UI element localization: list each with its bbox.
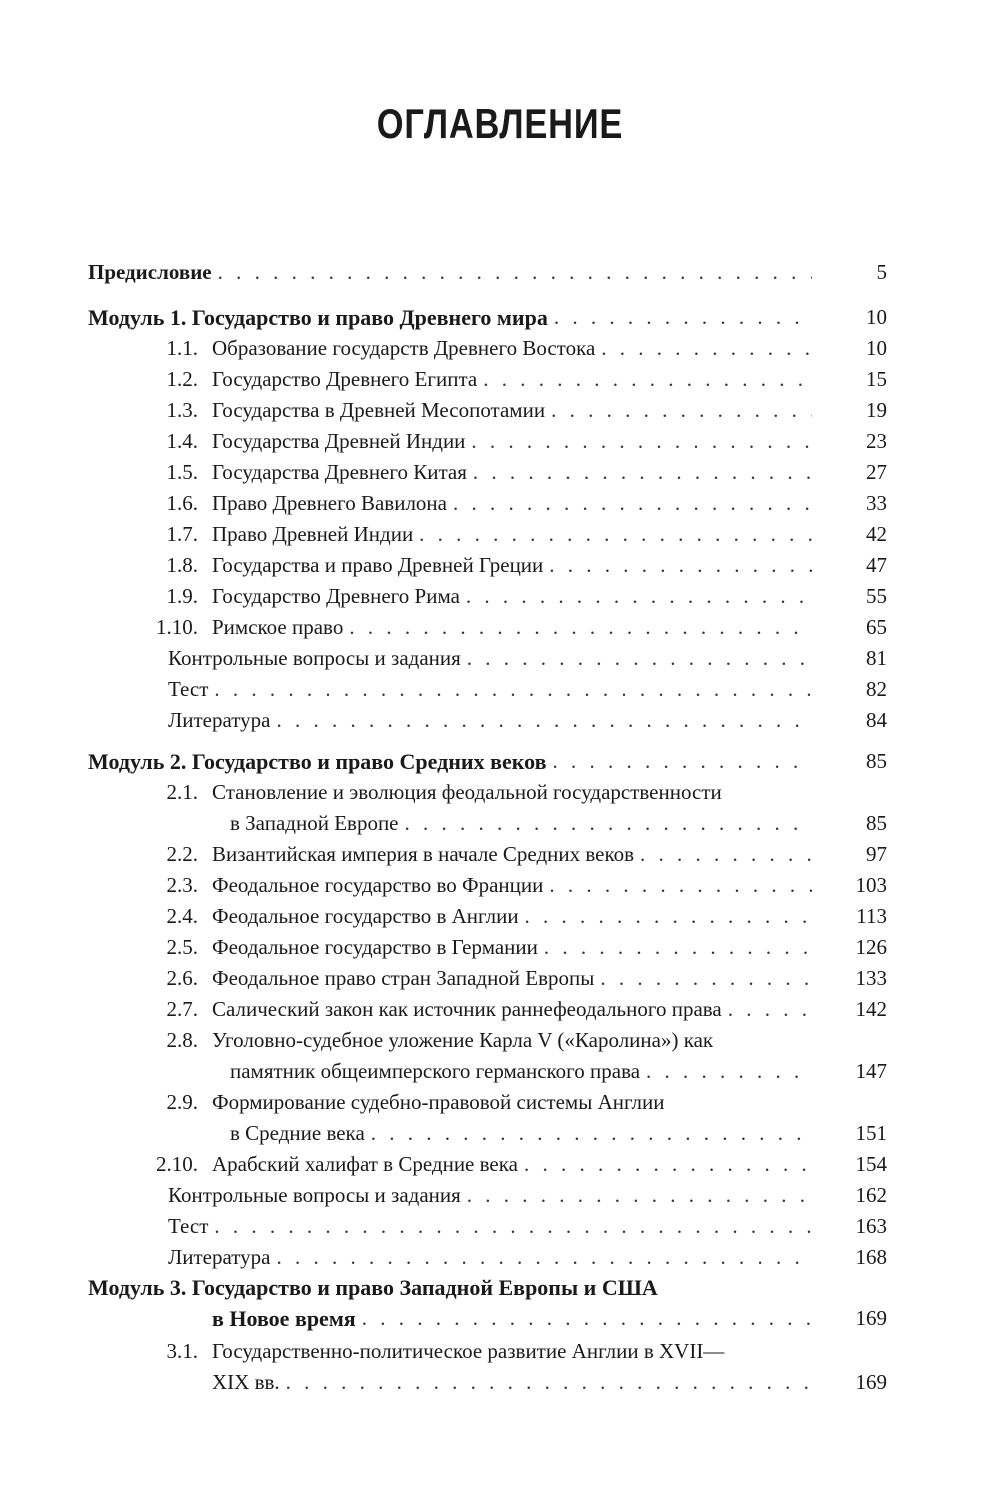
toc-entry-label: XIX вв.: [212, 1370, 280, 1394]
toc-entry-number: 2.9.: [166, 1090, 198, 1114]
toc-page-number: 133: [855, 966, 887, 990]
toc-entry-number: 2.5.: [166, 935, 198, 959]
dot-leader: [554, 302, 812, 333]
toc-item[interactable]: [0, 395, 1000, 426]
toc-entry-number: 1.10.: [156, 615, 198, 639]
toc-item[interactable]: [0, 519, 1000, 550]
dot-leader: [467, 1180, 812, 1211]
toc-entry-label: Феодальное государство в Англии: [212, 904, 519, 928]
toc-entry-label: Тест: [168, 677, 209, 701]
toc-entry-label: в Средние века: [230, 1121, 365, 1145]
toc-entry-label: Контрольные вопросы и задания: [168, 1183, 461, 1207]
toc-entry-label: Государства в Древней Месопотамии: [212, 398, 546, 422]
toc-page-number: 85: [866, 749, 887, 773]
dot-leader: [362, 1303, 812, 1334]
toc-item[interactable]: [0, 870, 1000, 901]
toc-item[interactable]: [0, 932, 1000, 963]
toc-item[interactable]: [0, 994, 1000, 1025]
toc-item[interactable]: [0, 674, 1000, 705]
toc-entry-label: Модуль 3. Государство и право Западной Европы и США: [88, 1275, 658, 1300]
toc-entry-number: 1.5.: [166, 460, 198, 484]
toc-page-number: 97: [866, 842, 887, 866]
dot-leader: [549, 870, 812, 901]
toc-entry-label: Феодальное государство во Франции: [212, 873, 544, 897]
toc-item[interactable]: [0, 901, 1000, 932]
toc-entry-number: 1.1.: [166, 336, 198, 360]
toc-entry-label: Государства Древнего Китая: [212, 460, 467, 484]
toc-item[interactable]: [0, 1025, 1000, 1087]
toc-entry-number: 1.6.: [166, 491, 198, 515]
toc-page-number: 33: [866, 491, 887, 515]
toc-entry-number: 2.10.: [156, 1152, 198, 1176]
toc-preface[interactable]: [0, 257, 1000, 288]
toc-page-number: 168: [855, 1245, 887, 1269]
dot-leader: [544, 932, 812, 963]
dot-leader: [525, 901, 812, 932]
toc-entry-number: 1.2.: [166, 367, 198, 391]
toc-entry-label: памятник общеимперского германского права: [230, 1059, 641, 1083]
toc-item[interactable]: [0, 839, 1000, 870]
dot-leader: [276, 705, 812, 736]
toc-page-number: 163: [855, 1214, 887, 1238]
dot-leader: [405, 808, 812, 839]
toc-page-number: 169: [855, 1370, 887, 1394]
toc-item[interactable]: [0, 612, 1000, 643]
toc-page-number: 103: [855, 873, 887, 897]
dot-leader: [276, 1242, 812, 1273]
toc-item[interactable]: [0, 643, 1000, 674]
toc-page-number: 65: [866, 615, 887, 639]
toc-item[interactable]: [0, 488, 1000, 519]
dot-leader: [214, 1211, 812, 1242]
dot-leader: [483, 364, 812, 395]
toc-entry-label: Контрольные вопросы и задания: [168, 646, 461, 670]
toc-entry-number: 1.8.: [166, 553, 198, 577]
toc-entry-label: Модуль 2. Государство и право Средних веков: [88, 749, 547, 774]
toc-page-number: 147: [855, 1059, 887, 1083]
toc-page-number: 27: [866, 460, 887, 484]
toc-module-1[interactable]: [0, 302, 1000, 333]
toc-entry-label: в Новое время: [212, 1306, 356, 1331]
toc-entry-number: 1.9.: [166, 584, 198, 608]
toc-entry-number: 2.2.: [166, 842, 198, 866]
dot-leader: [646, 1056, 812, 1087]
toc-module-3[interactable]: [0, 1272, 1000, 1334]
dot-leader: [551, 395, 812, 426]
dot-leader: [524, 1149, 812, 1180]
toc-page-number: 42: [866, 522, 887, 546]
toc-entry-label: Салический закон как источник раннефеодального права: [212, 997, 722, 1021]
toc-item[interactable]: [0, 777, 1000, 839]
dot-leader: [419, 519, 812, 550]
toc-page-number: 142: [855, 997, 887, 1021]
toc-item[interactable]: [0, 1180, 1000, 1211]
toc-entry-label: Уголовно-судебное уложение Карла V («Каролина») как: [212, 1028, 714, 1052]
dot-leader: [473, 457, 812, 488]
toc-page-number: 82: [866, 677, 887, 701]
toc-entry-label: Арабский халифат в Средние века: [212, 1152, 518, 1176]
toc-entry-number: 3.1.: [166, 1339, 198, 1363]
toc-entry-label: Государство Древнего Египта: [212, 367, 478, 391]
dot-leader: [728, 994, 812, 1025]
toc-page-number: 15: [866, 367, 887, 391]
toc-entry-number: 1.7.: [166, 522, 198, 546]
dot-leader: [552, 746, 812, 777]
toc-item[interactable]: [0, 581, 1000, 612]
toc-item[interactable]: [0, 705, 1000, 736]
toc-page-number: 5: [876, 260, 887, 284]
toc-entry-label: Государственно-политическое развитие Англии в XVII—: [212, 1339, 725, 1363]
dot-leader: [371, 1118, 812, 1149]
toc-item[interactable]: [0, 1336, 1000, 1398]
toc-entry-label: Предисловие: [88, 260, 212, 284]
toc-entry-label: Модуль 1. Государство и право Древнего мира: [88, 305, 548, 330]
toc-page-number: 126: [855, 935, 887, 959]
dot-leader: [549, 550, 812, 581]
toc-entry-number: 2.7.: [166, 997, 198, 1021]
toc-page-number: 113: [856, 904, 887, 928]
toc-page-number: 84: [866, 708, 887, 732]
toc-item[interactable]: [0, 963, 1000, 994]
toc-item[interactable]: [0, 1087, 1000, 1149]
dot-leader: [286, 1367, 812, 1398]
toc-item[interactable]: [0, 333, 1000, 364]
toc-entry-label: Право Древней Индии: [212, 522, 414, 546]
toc-entry-label: Государства Древней Индии: [212, 429, 466, 453]
toc-entry-number: 1.4.: [166, 429, 198, 453]
toc-item[interactable]: [0, 364, 1000, 395]
toc-page-number: 55: [866, 584, 887, 608]
toc-page-number: 169: [855, 1306, 887, 1330]
dot-leader: [600, 963, 812, 994]
toc-item[interactable]: [0, 550, 1000, 581]
dot-leader: [601, 333, 812, 364]
toc-item[interactable]: [0, 1211, 1000, 1242]
toc-entry-label: в Западной Европе: [230, 811, 399, 835]
toc-entry-number: 2.8.: [166, 1028, 198, 1052]
dot-leader: [466, 581, 812, 612]
toc-page-number: 23: [866, 429, 887, 453]
dot-leader: [640, 839, 812, 870]
toc-item[interactable]: [0, 1149, 1000, 1180]
toc-page-number: 19: [866, 398, 887, 422]
toc-entry-number: 2.3.: [166, 873, 198, 897]
toc-entry-label: Тест: [168, 1214, 209, 1238]
toc-item[interactable]: [0, 1242, 1000, 1273]
toc-entry-label: Литература: [168, 1245, 271, 1269]
toc-entry-label: Право Древнего Вавилона: [212, 491, 447, 515]
toc-page-number: 162: [855, 1183, 887, 1207]
toc-page-number: 10: [866, 305, 887, 329]
toc-entry-number: 1.3.: [166, 398, 198, 422]
toc-entry-number: 2.4.: [166, 904, 198, 928]
toc-entry-number: 2.6.: [166, 966, 198, 990]
toc-entry-number: 2.1.: [166, 780, 198, 804]
dot-leader: [218, 257, 812, 288]
dot-leader: [453, 488, 812, 519]
page-title: ОГЛАВЛЕНИЕ: [376, 100, 624, 147]
toc-entry-label: Феодальное государство в Германии: [212, 935, 538, 959]
dot-leader: [349, 612, 812, 643]
toc-entry-label: Литература: [168, 708, 271, 732]
toc-entry-label: Римское право: [212, 615, 344, 639]
toc-entry-label: Византийская империя в начале Средних веков: [212, 842, 635, 866]
toc-entry-label: Государство Древнего Рима: [212, 584, 460, 608]
toc-item[interactable]: [0, 457, 1000, 488]
toc-entry-label: Образование государств Древнего Востока: [212, 336, 596, 360]
toc-page-number: 10: [866, 336, 887, 360]
toc-page-number: 154: [855, 1152, 887, 1176]
dot-leader: [467, 643, 812, 674]
toc-entry-label: Государства и право Древней Греции: [212, 553, 544, 577]
toc-page-number: 151: [855, 1121, 887, 1145]
toc-page-number: 85: [866, 811, 887, 835]
toc-page-number: 81: [866, 646, 887, 670]
toc-entry-label: Формирование судебно-правовой системы Англии: [212, 1090, 665, 1114]
dot-leader: [471, 426, 812, 457]
toc-page-number: 47: [866, 553, 887, 577]
toc-module-2[interactable]: [0, 746, 1000, 777]
toc-entry-label: Феодальное право стран Западной Европы: [212, 966, 595, 990]
toc-item[interactable]: [0, 426, 1000, 457]
toc-entry-label: Становление и эволюция феодальной государственности: [212, 780, 722, 804]
dot-leader: [214, 674, 812, 705]
